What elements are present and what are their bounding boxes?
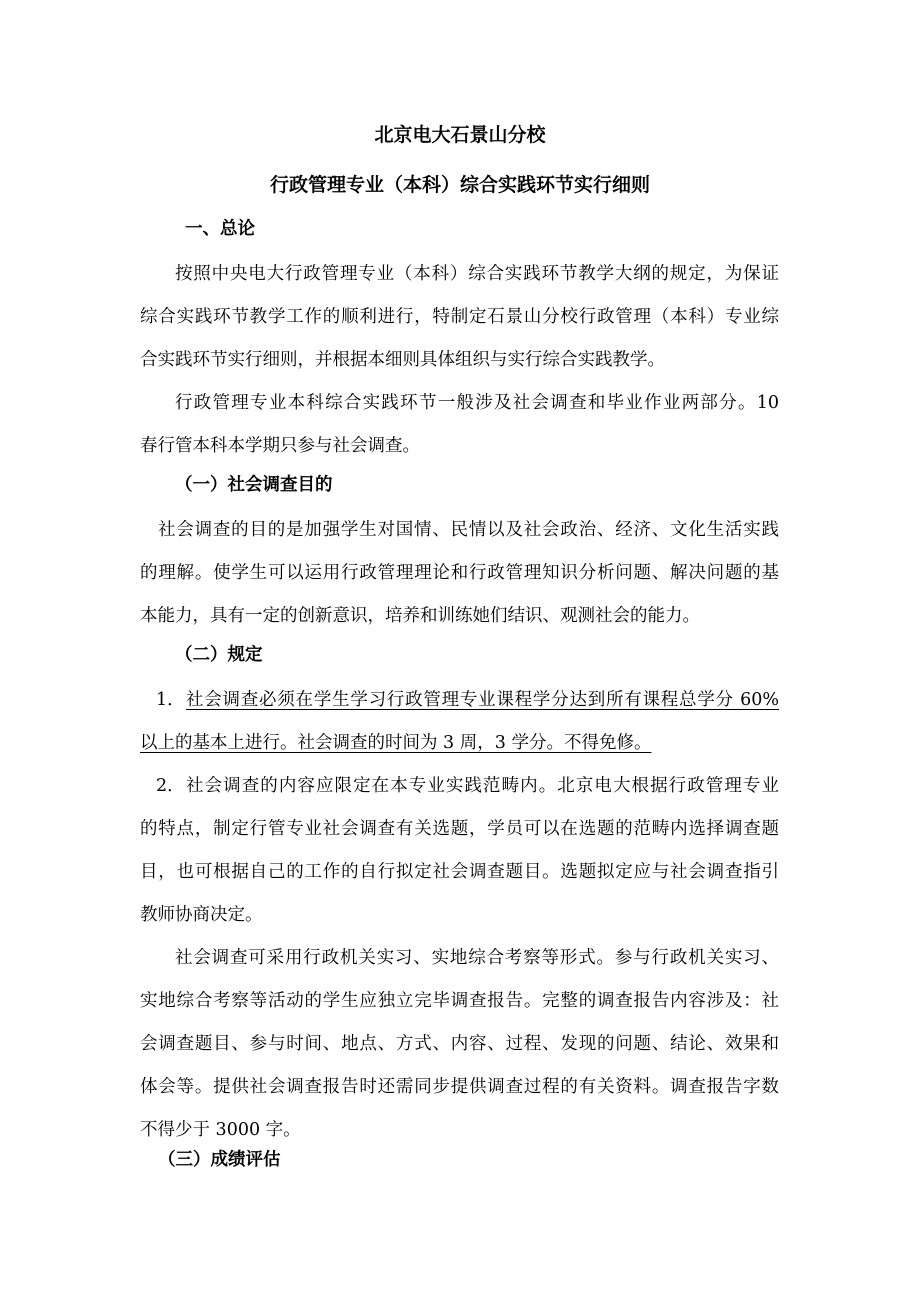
- paragraph-line: 行政管理专业本科综合实践环节一般涉及社会调查和毕业作业两部分。10: [175, 393, 779, 413]
- list-item-text: 目，也可根据自己的工作的自行拟定社会调查题目。选题拟定应与社会调查指引: [140, 862, 779, 882]
- paragraph-line: 体会等。提供社会调查报告时还需同步提供调查过程的有关资料。调查报告字数: [140, 1077, 779, 1097]
- paragraph-line: 综合实践环节教学工作的顺利进行，特制定石景山分校行政管理（本科）专业综: [140, 307, 779, 327]
- paragraph-line: 春行管本科本学期只参与社会调查。: [140, 436, 420, 456]
- section-heading-general: 一、总论: [185, 219, 255, 239]
- section-heading-rules: （二）规定: [175, 645, 263, 665]
- list-item-text: 以上的基本上进行。社会调查的时间为 3 周，3 学分。不得免修。: [140, 733, 652, 753]
- list-item-number: 2．: [156, 776, 185, 796]
- paragraph-line: 会调查题目、参与时间、地点、方式、内容、过程、发现的问题、结论、效果和: [140, 1034, 779, 1054]
- list-item-text: 教师协商决定。: [140, 905, 263, 925]
- paragraph-line: 本能力，具有一定的创新意识，培养和训练她们结识、观测社会的能力。: [140, 606, 700, 626]
- paragraph-line: 社会调查可采用行政机关实习、实地综合考察等形式。参与行政机关实习、: [175, 948, 779, 968]
- section-heading-evaluation: （三）成绩评估: [158, 1150, 281, 1170]
- list-item-text: 的特点，制定行管专业社会调查有关选题，学员可以在选题的范畴内选择调查题: [140, 819, 779, 839]
- paragraph-line: 社会调查的目的是加强学生对国情、民情以及社会政治、经济、文化生活实践: [158, 520, 779, 540]
- paragraph-line: 的理解。使学生可以运用行政管理理论和行政管理知识分析问题、解决问题的基: [140, 563, 779, 583]
- document-title-line-2: 行政管理专业（本科）综合实践环节实行细则: [269, 174, 650, 196]
- paragraph-line: 合实践环节实行细则，并根据本细则具体组织与实行综合实践教学。: [140, 350, 665, 370]
- paragraph-line: 按照中央电大行政管理专业（本科）综合实践环节教学大纲的规定，为保证: [175, 264, 779, 284]
- document-title-line-1: 北京电大石景山分校: [374, 124, 546, 146]
- list-item-text: 社会调查必须在学生学习行政管理专业课程学分达到所有课程总学分 60%: [186, 690, 779, 710]
- section-heading-purpose: （一）社会调查目的: [175, 475, 333, 495]
- list-item-text: 社会调查的内容应限定在本专业实践范畴内。北京电大根据行政管理专业: [186, 776, 779, 796]
- list-item-number: 1．: [156, 690, 185, 710]
- paragraph-line: 实地综合考察等活动的学生应独立完毕调查报告。完整的调查报告内容涉及：社: [140, 991, 779, 1011]
- paragraph-line: 不得少于 3000 字。: [140, 1120, 301, 1140]
